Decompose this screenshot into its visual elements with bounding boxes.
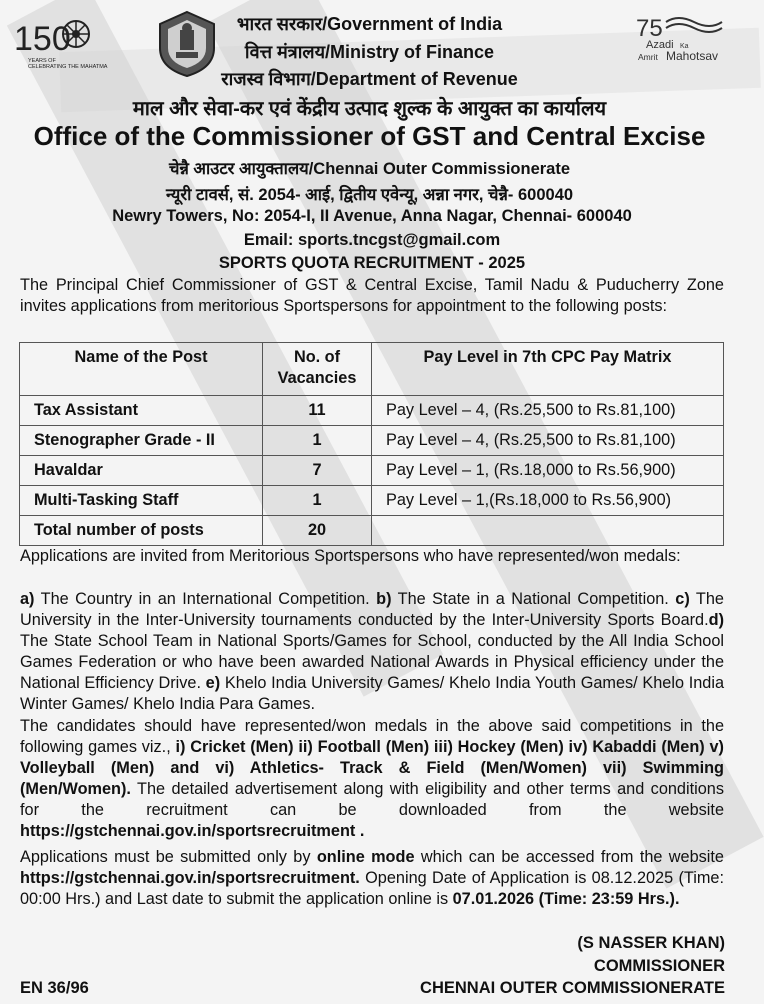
reference-number: EN 36/96 xyxy=(20,979,89,997)
svg-text:Mahotsav: Mahotsav xyxy=(666,49,719,63)
pay-level: Pay Level – 1, (Rs.18,000 to Rs.56,900) xyxy=(372,456,724,486)
office-english-title: Office of the Commissioner of GST and Central Excise xyxy=(33,121,706,151)
ministry-line: वित्त मंत्रालय/Ministry of Finance xyxy=(244,42,495,62)
logo-75-text: 75 xyxy=(636,15,663,42)
eligibility-intro: Applications are invited from Meritorious Sportspersons who have represented/won medals: xyxy=(20,547,681,565)
table-header-row xyxy=(20,343,724,396)
department-line: राजस्व विभाग/Department of Revenue xyxy=(221,69,518,89)
office-hindi-line: माल और सेवा-कर एवं केंद्रीय उत्पाद शुल्क के आयुक्त का कार्यालय xyxy=(132,98,607,120)
pay-level: Pay Level – 4, (Rs.25,500 to Rs.81,100) xyxy=(372,426,724,456)
eligibility-list: a) The Country in an International Competition. b) The State in a National Competition. c) The University in the Inter-University tournaments conducted by the Inter-University Sports Board.d) The State School Team in National Sports/Games for School, conducted by the All India School Games Federation or who have been awarded National Awards in Physical efficiency under the National Efficiency Drive. e) Khelo India University Games/ Khelo India Youth Games/ Khelo India Winter Games/ Khelo India Para Games. xyxy=(20,590,724,713)
table-row xyxy=(20,456,724,486)
games-paragraph: The candidates should have represented/won medals in the above said competitions in the following games viz., i) Cricket (Men) ii) Football (Men) iii) Hockey (Men) iv) Kabaddi (Men) v) Volleyball (Men) and vi) Athletics- Track & Field (Men/Women) vii) Swimming (Men/Women). The detailed advertisement along with eligibility and other terms and conditions for the recruitment can be downloaded from the website https://gstchennai.gov.in/sportsrecruitment . xyxy=(20,717,724,840)
table-row xyxy=(20,486,724,516)
svg-text:Ka: Ka xyxy=(680,43,689,50)
pay-level: Pay Level – 4, (Rs.25,500 to Rs.81,100) xyxy=(372,396,724,426)
website-link[interactable]: https://gstchennai.gov.in/sportsrecruitment. xyxy=(20,869,360,887)
vacancy-count: 1 xyxy=(263,426,372,456)
col-header-pay-level: Pay Level in 7th CPC Pay Matrix xyxy=(372,343,724,396)
website-link[interactable]: https://gstchennai.gov.in/sportsrecruitment . xyxy=(20,822,365,840)
recruitment-title: SPORTS QUOTA RECRUITMENT - 2025 xyxy=(218,254,526,272)
address-english-line: Newry Towers, No: 2054-I, II Avenue, Anna Nagar, Chennai- 600040 xyxy=(112,207,632,225)
posts-table xyxy=(19,342,724,546)
signatory-name: (S NASSER KHAN) xyxy=(577,934,725,952)
col-header-vacancies: No. of Vacancies xyxy=(263,343,372,396)
svg-text:Azadi: Azadi xyxy=(646,39,674,51)
vacancy-count: 1 xyxy=(263,486,372,516)
govt-line: भारत सरकार/Government of India xyxy=(236,14,503,34)
post-name: Multi-Tasking Staff xyxy=(20,486,263,516)
signatory-office: CHENNAI OUTER COMMISSIONERATE xyxy=(420,979,725,997)
letterhead xyxy=(0,0,739,210)
total-value: 20 xyxy=(263,516,372,546)
svg-text:YEARS OF: YEARS OF xyxy=(28,58,56,64)
signatory-designation: COMMISSIONER xyxy=(593,957,725,975)
table-row xyxy=(20,426,724,456)
table-total-row xyxy=(20,516,724,546)
application-paragraph: Applications must be submitted only by online mode which can be accessed from the website https://gstchennai.gov.in/sportsrecruitment. Opening Date of Application is 08.12.2025 (Time: 00:00 Hrs.) and Last date to submit the application online is 07.01.2026 (Time: 23:59 Hrs.). xyxy=(20,848,724,908)
email-line: Email: sports.tncgst@gmail.com xyxy=(243,231,501,249)
intro-paragraph: The Principal Chief Commissioner of GST & Central Excise, Tamil Nadu & Puducherry Zone invites applications from meritorious Sportspersons for appointment to the following posts: xyxy=(20,276,724,315)
table-row xyxy=(20,396,724,426)
post-name: Havaldar xyxy=(20,456,263,486)
commissionerate-line: चेन्नै आउटर आयुक्तालय/Chennai Outer Commissionerate xyxy=(168,160,571,178)
col-header-post: Name of the Post xyxy=(20,343,263,396)
post-name: Tax Assistant xyxy=(20,396,263,426)
post-name: Stenographer Grade - II xyxy=(20,426,263,456)
svg-text:Amrit: Amrit xyxy=(638,52,658,62)
total-label: Total number of posts xyxy=(20,516,263,546)
address-hindi-line: न्यूरी टावर्स, सं. 2054- आई, द्वितीय एवेन्यू, अन्ना नगर, चेन्नै- 600040 xyxy=(165,186,574,204)
vacancy-count: 7 xyxy=(263,456,372,486)
pay-level: Pay Level – 1,(Rs.18,000 to Rs.56,900) xyxy=(372,486,724,516)
vacancy-count: 11 xyxy=(263,396,372,426)
logo-150-text: 150 xyxy=(14,20,71,58)
svg-text:CELEBRATING THE MAHATMA: CELEBRATING THE MAHATMA xyxy=(28,64,108,70)
empty-cell xyxy=(372,516,724,546)
